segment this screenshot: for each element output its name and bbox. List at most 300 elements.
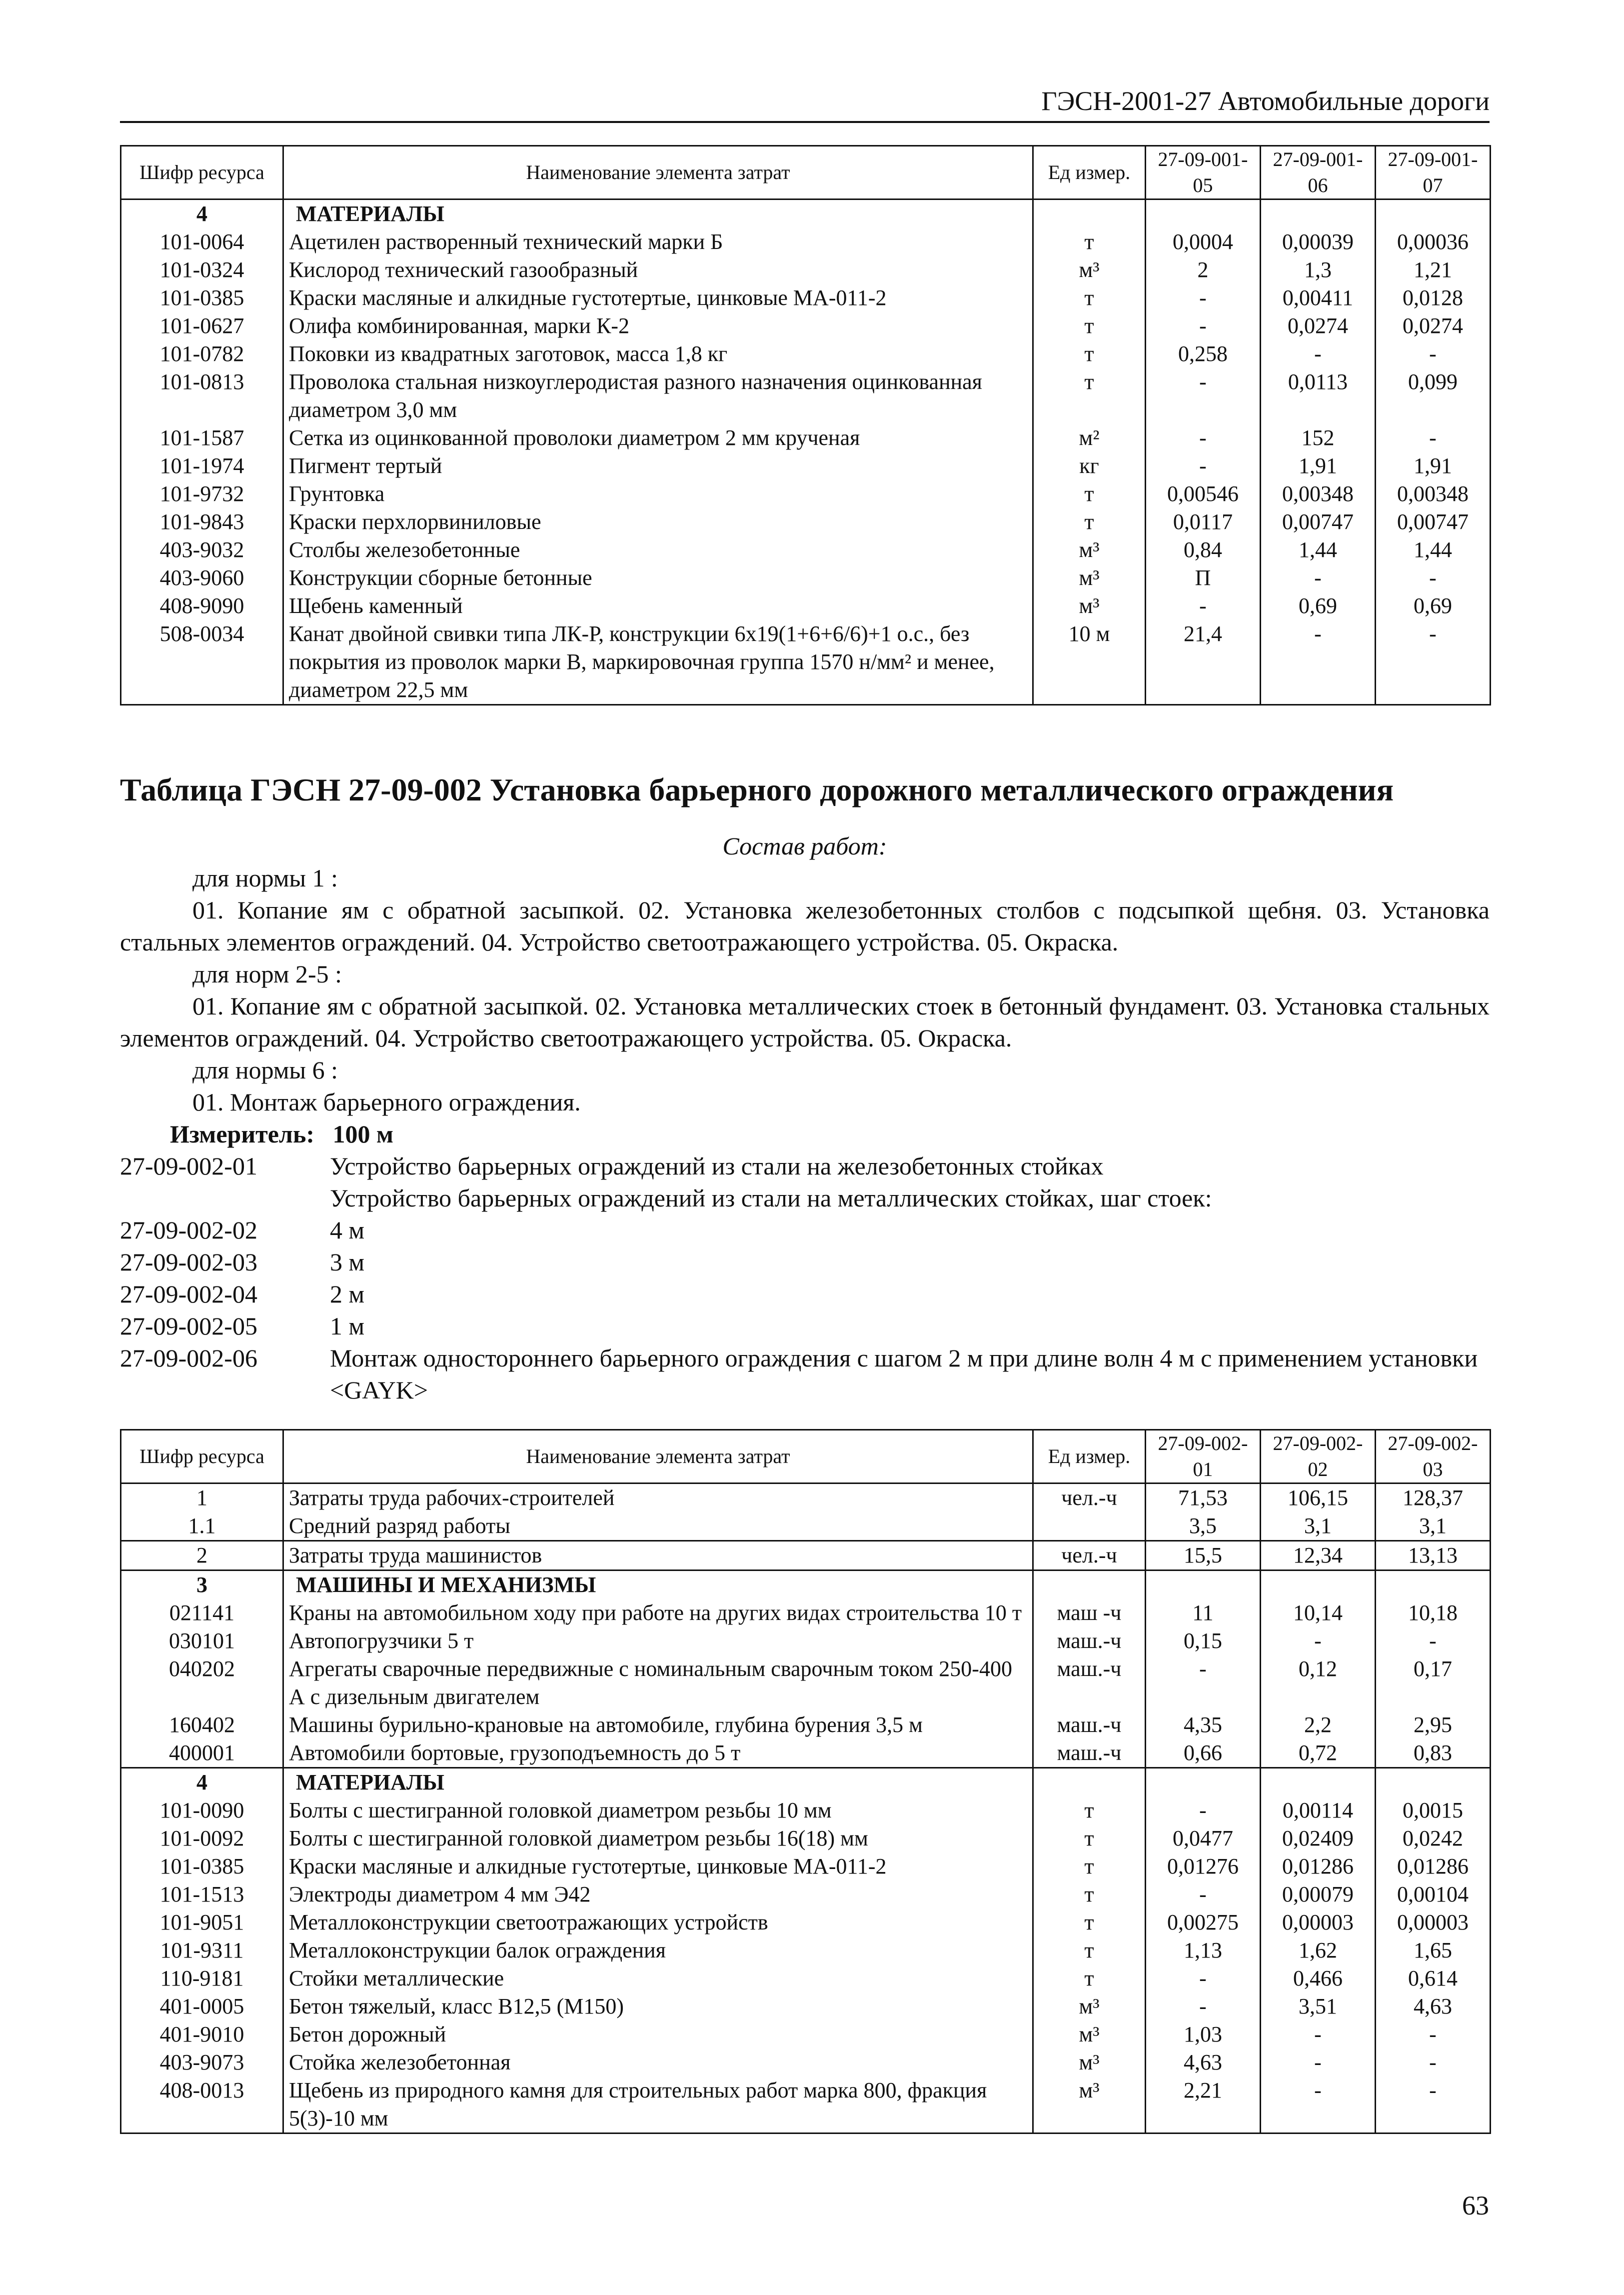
- value-cell: 1,3: [1261, 256, 1376, 284]
- resource-name-cell: Конструкции сборные бетонные: [283, 564, 1033, 592]
- resource-name-cell: Электроды диаметром 4 мм Э42: [283, 1880, 1033, 1908]
- table-row: [121, 536, 1491, 564]
- unit-cell: т: [1033, 340, 1146, 368]
- value-cell: 152: [1261, 424, 1376, 452]
- value-cell: 0,00079: [1261, 1880, 1376, 1908]
- value-cell: 1,44: [1376, 536, 1491, 564]
- composition-heading: Состав работ:: [722, 832, 887, 860]
- value-cell: 0,84: [1146, 536, 1261, 564]
- norm-code: 27-09-002-03: [120, 1248, 257, 1276]
- table-body: [121, 1484, 1491, 2134]
- unit-cell: маш -ч: [1033, 1599, 1146, 1627]
- value-cell: 3,1: [1261, 1512, 1376, 1541]
- value-cell: -: [1146, 1655, 1261, 1711]
- resource-name-cell: Грунтовка: [283, 480, 1033, 508]
- value-cell: -: [1261, 620, 1376, 705]
- value-cell: 0,0242: [1376, 1824, 1491, 1852]
- resource-name-cell: Сетка из оцинкованной проволоки диаметром 2 мм крученая: [283, 424, 1033, 452]
- value-cell: -: [1261, 340, 1376, 368]
- resource-code-cell: 1: [121, 1484, 283, 1512]
- table-section-row: [121, 1768, 1491, 1797]
- norm-code: 27-09-002-04: [120, 1280, 257, 1308]
- table-row: [121, 1824, 1491, 1852]
- table-row: [121, 284, 1491, 312]
- resource-name-cell: Металлоконструкции светоотражающих устройств: [283, 1908, 1033, 1936]
- value-cell: -: [1146, 312, 1261, 340]
- value-cell: [1146, 1570, 1261, 1600]
- value-cell: 0,01286: [1261, 1852, 1376, 1880]
- value-cell: 21,4: [1146, 620, 1261, 705]
- unit-cell: м³: [1033, 2020, 1146, 2048]
- value-cell: 13,13: [1376, 1541, 1491, 1570]
- page-number: 63: [1462, 2190, 1489, 2220]
- value-cell: 0,0274: [1376, 312, 1491, 340]
- table-row: [121, 368, 1491, 424]
- table-row: [121, 2076, 1491, 2134]
- value-cell: 3,5: [1146, 1512, 1261, 1541]
- unit-cell: м³: [1033, 256, 1146, 284]
- resource-code-cell: 101-1587: [121, 424, 283, 452]
- value-cell: 1,13: [1146, 1936, 1261, 1964]
- resource-name-cell: Пигмент тертый: [283, 452, 1033, 480]
- value-cell: 0,00747: [1376, 508, 1491, 536]
- value-cell: 1,91: [1376, 452, 1491, 480]
- value-cell: 0,00411: [1261, 284, 1376, 312]
- value-cell: 0,0004: [1146, 228, 1261, 256]
- value-cell: 0,099: [1376, 368, 1491, 424]
- value-cell: -: [1376, 564, 1491, 592]
- resource-name-cell: Олифа комбинированная, марки К-2: [283, 312, 1033, 340]
- value-cell: 0,00348: [1376, 480, 1491, 508]
- unit-cell: т: [1033, 1796, 1146, 1824]
- column-header-unit: Ед измер.: [1033, 1430, 1146, 1484]
- resource-name-cell: Затраты труда рабочих-строителей: [283, 1484, 1033, 1512]
- unit-cell: маш.-ч: [1033, 1739, 1146, 1768]
- unit-cell: м³: [1033, 536, 1146, 564]
- value-cell: 0,0015: [1376, 1796, 1491, 1824]
- resource-name-cell: Проволока стальная низкоуглеродистая разного назначения оцинкованная диаметром 3,0 мм: [283, 368, 1033, 424]
- resource-name-cell: Металлоконструкции балок ограждения: [283, 1936, 1033, 1964]
- table-row: [121, 1655, 1491, 1711]
- norm-text: 01. Монтаж барьерного ограждения.: [192, 1088, 581, 1116]
- norm-item: [120, 1246, 1490, 1278]
- resource-name-cell: Стойки металлические: [283, 1964, 1033, 1992]
- norm-item: [120, 1278, 1490, 1310]
- value-cell: 2,2: [1261, 1711, 1376, 1739]
- resource-code-cell: 101-0385: [121, 1852, 283, 1880]
- resource-code-cell: 401-0005: [121, 1992, 283, 2020]
- resource-name-cell: МАТЕРИАЛЫ: [283, 200, 1033, 228]
- resource-name-cell: Затраты труда машинистов: [283, 1541, 1033, 1570]
- value-cell: 11: [1146, 1599, 1261, 1627]
- value-cell: 0,614: [1376, 1964, 1491, 1992]
- value-cell: 1,65: [1376, 1936, 1491, 1964]
- table-section-row: [121, 1570, 1491, 1600]
- resource-name-cell: Автомобили бортовые, грузоподъемность до 5 т: [283, 1739, 1033, 1768]
- value-cell: 0,258: [1146, 340, 1261, 368]
- value-cell: -: [1261, 2048, 1376, 2076]
- column-header-code: Шифр ресурса: [121, 146, 283, 200]
- unit-cell: [1033, 1570, 1146, 1600]
- table-header-row: [121, 146, 1491, 200]
- value-cell: 0,00747: [1261, 508, 1376, 536]
- norm-item: [120, 1182, 1490, 1214]
- resource-code-cell: 408-0013: [121, 2076, 283, 2134]
- value-cell: -: [1146, 424, 1261, 452]
- resource-code-cell: 101-1974: [121, 452, 283, 480]
- value-cell: -: [1146, 1964, 1261, 1992]
- resource-code-cell: 101-0092: [121, 1824, 283, 1852]
- value-cell: 0,00275: [1146, 1908, 1261, 1936]
- value-cell: [1376, 200, 1491, 228]
- resource-code-cell: 2: [121, 1541, 283, 1570]
- unit-cell: [1033, 1512, 1146, 1541]
- table-row: [121, 312, 1491, 340]
- column-header-name: Наименование элемента затрат: [283, 1430, 1033, 1484]
- value-cell: 4,63: [1376, 1992, 1491, 2020]
- unit-cell: т: [1033, 480, 1146, 508]
- resource-code-cell: 101-9051: [121, 1908, 283, 1936]
- value-cell: [1261, 200, 1376, 228]
- norm-list: [120, 1150, 1490, 1406]
- resource-code-cell: 403-9060: [121, 564, 283, 592]
- value-cell: 10,14: [1261, 1599, 1376, 1627]
- value-cell: 0,466: [1261, 1964, 1376, 1992]
- unit-cell: [1033, 200, 1146, 228]
- value-cell: 0,66: [1146, 1739, 1261, 1768]
- table-body: [121, 200, 1491, 705]
- unit-cell: м³: [1033, 564, 1146, 592]
- table-row: [121, 1964, 1491, 1992]
- value-cell: -: [1376, 424, 1491, 452]
- work-composition: [120, 830, 1490, 1406]
- resource-name-cell: Канат двойной свивки типа ЛК-Р, конструкции 6х19(1+6+6/6)+1 о.с., без покрытия из проволок марки В, маркировочная группа 1570 н/мм² и менее, диаметром 22,5 мм: [283, 620, 1033, 705]
- resource-name-cell: Агрегаты сварочные передвижные с номинальным сварочным током 250-400 А с дизельным двигателем: [283, 1655, 1033, 1711]
- running-header: ГЭСН-2001-27 Автомобильные дороги: [120, 85, 1490, 123]
- value-cell: -: [1376, 2020, 1491, 2048]
- table-row: [121, 2020, 1491, 2048]
- resource-table-002: [120, 1429, 1491, 2134]
- resource-name-cell: Краски масляные и алкидные густотертые, цинковые МА-011-2: [283, 1852, 1033, 1880]
- resource-code-cell: 101-9311: [121, 1936, 283, 1964]
- resource-code-cell: 040202: [121, 1655, 283, 1711]
- value-cell: -: [1376, 340, 1491, 368]
- table-row: [121, 1936, 1491, 1964]
- norm-label: для нормы 1 :: [192, 864, 338, 892]
- resource-code-cell: 160402: [121, 1711, 283, 1739]
- value-cell: -: [1261, 1627, 1376, 1655]
- value-cell: 0,0117: [1146, 508, 1261, 536]
- norm-code: [120, 1182, 330, 1214]
- value-cell: [1376, 1768, 1491, 1797]
- resource-name-cell: Болты с шестигранной головкой диаметром резьбы 10 мм: [283, 1796, 1033, 1824]
- resource-name-cell: Автопогрузчики 5 т: [283, 1627, 1033, 1655]
- value-cell: 0,00104: [1376, 1880, 1491, 1908]
- table-row: [121, 1711, 1491, 1739]
- unit-cell: т: [1033, 1964, 1146, 1992]
- resource-name-cell: Средний разряд работы: [283, 1512, 1033, 1541]
- value-cell: 0,00003: [1376, 1908, 1491, 1936]
- unit-cell: т: [1033, 312, 1146, 340]
- value-cell: 0,83: [1376, 1739, 1491, 1768]
- resource-code-cell: 403-9073: [121, 2048, 283, 2076]
- table-row: [121, 452, 1491, 480]
- table-row: [121, 1484, 1491, 1512]
- resource-code-cell: 101-1513: [121, 1880, 283, 1908]
- norm-item: [120, 1150, 1490, 1182]
- norm-description: Устройство барьерных ограждений из стали на металлических стойках, шаг стоек:: [330, 1184, 1212, 1212]
- value-cell: 2,95: [1376, 1711, 1491, 1739]
- value-cell: 0,01286: [1376, 1852, 1491, 1880]
- unit-cell: т: [1033, 1936, 1146, 1964]
- norm-label: для норм 2-5 :: [192, 960, 342, 988]
- resource-name-cell: Столбы железобетонные: [283, 536, 1033, 564]
- value-cell: -: [1376, 2048, 1491, 2076]
- unit-cell: т: [1033, 508, 1146, 536]
- column-header-norm: 27-09-002-01: [1146, 1430, 1261, 1484]
- resource-code-cell: 101-0090: [121, 1796, 283, 1824]
- table-row: [121, 340, 1491, 368]
- value-cell: 1,91: [1261, 452, 1376, 480]
- value-cell: 0,0113: [1261, 368, 1376, 424]
- table-row: [121, 1992, 1491, 2020]
- value-cell: П: [1146, 564, 1261, 592]
- norm-item: [120, 1310, 1490, 1342]
- resource-name-cell: Краски перхлорвиниловые: [283, 508, 1033, 536]
- value-cell: [1376, 1570, 1491, 1600]
- unit-cell: м³: [1033, 592, 1146, 620]
- value-cell: [1146, 200, 1261, 228]
- column-header-norm: 27-09-002-03: [1376, 1430, 1491, 1484]
- table-row: [121, 1512, 1491, 1541]
- norm-label: для нормы 6 :: [192, 1056, 338, 1084]
- value-cell: 1,21: [1376, 256, 1491, 284]
- value-cell: 0,12: [1261, 1655, 1376, 1711]
- value-cell: 1,44: [1261, 536, 1376, 564]
- value-cell: 0,0274: [1261, 312, 1376, 340]
- value-cell: 0,15: [1146, 1627, 1261, 1655]
- resource-code-cell: 4: [121, 200, 283, 228]
- value-cell: -: [1146, 1992, 1261, 2020]
- norm-item: [120, 1342, 1490, 1406]
- column-header-code: Шифр ресурса: [121, 1430, 283, 1484]
- unit-cell: маш.-ч: [1033, 1655, 1146, 1711]
- table-row: [121, 1599, 1491, 1627]
- resource-code-cell: 403-9032: [121, 536, 283, 564]
- resource-code-cell: 101-0782: [121, 340, 283, 368]
- table-row: [121, 592, 1491, 620]
- table-row: [121, 620, 1491, 705]
- table-row: [121, 424, 1491, 452]
- unit-cell: маш.-ч: [1033, 1711, 1146, 1739]
- norm-code: 27-09-002-05: [120, 1312, 257, 1340]
- norm-description: Монтаж одностороннего барьерного ограждения с шагом 2 м при длине волн 4 м с применением установки <GAYK>: [330, 1344, 1478, 1404]
- norm-code: 27-09-002-06: [120, 1344, 257, 1372]
- value-cell: 4,35: [1146, 1711, 1261, 1739]
- resource-name-cell: Стойка железобетонная: [283, 2048, 1033, 2076]
- resource-code-cell: 408-9090: [121, 592, 283, 620]
- column-header-norm: 27-09-002-02: [1261, 1430, 1376, 1484]
- table-row: [121, 1852, 1491, 1880]
- table-row: [121, 1880, 1491, 1908]
- value-cell: -: [1376, 620, 1491, 705]
- norm-code: 27-09-002-01: [120, 1152, 257, 1180]
- table-row: [121, 2048, 1491, 2076]
- unit-cell: м³: [1033, 1992, 1146, 2020]
- resource-code-cell: 400001: [121, 1739, 283, 1768]
- unit-cell: 10 м: [1033, 620, 1146, 705]
- measurer: [120, 1118, 1490, 1150]
- resource-name-cell: Болты с шестигранной головкой диаметром резьбы 16(18) мм: [283, 1824, 1033, 1852]
- table-row: [121, 480, 1491, 508]
- value-cell: 0,17: [1376, 1655, 1491, 1711]
- resource-name-cell: Краски масляные и алкидные густотертые, цинковые МА-011-2: [283, 284, 1033, 312]
- resource-name-cell: Бетон тяжелый, класс В12,5 (М150): [283, 1992, 1033, 2020]
- value-cell: -: [1261, 2020, 1376, 2048]
- value-cell: 0,00546: [1146, 480, 1261, 508]
- value-cell: -: [1146, 1796, 1261, 1824]
- table-row: [121, 256, 1491, 284]
- table-row: [121, 1627, 1491, 1655]
- norm-description: 3 м: [330, 1248, 365, 1276]
- value-cell: 0,72: [1261, 1739, 1376, 1768]
- unit-cell: т: [1033, 228, 1146, 256]
- table-row: [121, 1541, 1491, 1570]
- resource-code-cell: 101-0064: [121, 228, 283, 256]
- table-row: [121, 1739, 1491, 1768]
- unit-cell: м³: [1033, 2076, 1146, 2134]
- unit-cell: т: [1033, 1824, 1146, 1852]
- unit-cell: маш.-ч: [1033, 1627, 1146, 1655]
- unit-cell: т: [1033, 368, 1146, 424]
- resource-code-cell: 030101: [121, 1627, 283, 1655]
- value-cell: 4,63: [1146, 2048, 1261, 2076]
- value-cell: -: [1146, 368, 1261, 424]
- value-cell: 1,62: [1261, 1936, 1376, 1964]
- value-cell: [1261, 1570, 1376, 1600]
- table-row: [121, 1796, 1491, 1824]
- unit-cell: м²: [1033, 424, 1146, 452]
- unit-cell: чел.-ч: [1033, 1541, 1146, 1570]
- value-cell: 0,02409: [1261, 1824, 1376, 1852]
- resource-code-cell: 021141: [121, 1599, 283, 1627]
- value-cell: [1261, 1768, 1376, 1797]
- unit-cell: т: [1033, 1852, 1146, 1880]
- value-cell: 128,37: [1376, 1484, 1491, 1512]
- value-cell: [1146, 1768, 1261, 1797]
- resource-code-cell: 101-0324: [121, 256, 283, 284]
- unit-cell: т: [1033, 284, 1146, 312]
- value-cell: -: [1376, 2076, 1491, 2134]
- resource-name-cell: Бетон дорожный: [283, 2020, 1033, 2048]
- value-cell: 0,00003: [1261, 1908, 1376, 1936]
- column-header-name: Наименование элемента затрат: [283, 146, 1033, 200]
- table-row: [121, 564, 1491, 592]
- value-cell: 10,18: [1376, 1599, 1491, 1627]
- section-title: Таблица ГЭСН 27-09-002 Установка барьерного дорожного металлического ограждения: [120, 772, 1394, 808]
- value-cell: 0,0128: [1376, 284, 1491, 312]
- value-cell: 0,69: [1376, 592, 1491, 620]
- resource-name-cell: Краны на автомобильном ходу при работе на других видах строительства 10 т: [283, 1599, 1033, 1627]
- resource-code-cell: 110-9181: [121, 1964, 283, 1992]
- value-cell: 71,53: [1146, 1484, 1261, 1512]
- value-cell: 0,01276: [1146, 1852, 1261, 1880]
- value-cell: 0,00036: [1376, 228, 1491, 256]
- resource-name-cell: Машины бурильно-крановые на автомобиле, глубина бурения 3,5 м: [283, 1711, 1033, 1739]
- resource-name-cell: Ацетилен растворенный технический марки Б: [283, 228, 1033, 256]
- norm-item: [120, 1214, 1490, 1246]
- norm-description: 2 м: [330, 1280, 365, 1308]
- value-cell: 0,69: [1261, 592, 1376, 620]
- resource-code-cell: 4: [121, 1768, 283, 1797]
- resource-name-cell: Поковки из квадратных заготовок, масса 1,8 кг: [283, 340, 1033, 368]
- table-section-row: [121, 200, 1491, 228]
- value-cell: 0,00114: [1261, 1796, 1376, 1824]
- table-row: [121, 1908, 1491, 1936]
- value-cell: 2: [1146, 256, 1261, 284]
- resource-name-cell: Щебень каменный: [283, 592, 1033, 620]
- table-header-row: [121, 1430, 1491, 1484]
- column-header-unit: Ед измер.: [1033, 146, 1146, 200]
- unit-cell: м³: [1033, 2048, 1146, 2076]
- unit-cell: кг: [1033, 452, 1146, 480]
- unit-cell: чел.-ч: [1033, 1484, 1146, 1512]
- unit-cell: т: [1033, 1880, 1146, 1908]
- value-cell: 0,00039: [1261, 228, 1376, 256]
- table-row: [121, 228, 1491, 256]
- norm-text: 01. Копание ям с обратной засыпкой. 02. Установка металлических стоек в бетонный фундамент. 03. Установка стальных элементов ограждений. 04. Устройство светоотражающего устройства. 05. Окраска.: [120, 992, 1490, 1052]
- value-cell: 2,21: [1146, 2076, 1261, 2134]
- measurer-label: Измеритель:: [170, 1120, 315, 1148]
- norm-code: 27-09-002-02: [120, 1216, 257, 1244]
- value-cell: -: [1146, 1880, 1261, 1908]
- value-cell: -: [1261, 2076, 1376, 2134]
- norm-text: 01. Копание ям с обратной засыпкой. 02. Установка железобетонных столбов с подсыпкой щебня. 03. Установка стальных элементов ограждений. 04. Устройство светоотражающего устройства. 05. Окраска.: [120, 896, 1490, 956]
- resource-name-cell: МАТЕРИАЛЫ: [283, 1768, 1033, 1797]
- value-cell: 0,0477: [1146, 1824, 1261, 1852]
- resource-code-cell: 508-0034: [121, 620, 283, 705]
- value-cell: 3,51: [1261, 1992, 1376, 2020]
- resource-code-cell: 101-9732: [121, 480, 283, 508]
- resource-code-cell: 3: [121, 1570, 283, 1600]
- resource-code-cell: 401-9010: [121, 2020, 283, 2048]
- value-cell: -: [1146, 284, 1261, 312]
- value-cell: 106,15: [1261, 1484, 1376, 1512]
- value-cell: -: [1261, 564, 1376, 592]
- value-cell: 3,1: [1376, 1512, 1491, 1541]
- resource-code-cell: 101-9843: [121, 508, 283, 536]
- value-cell: 15,5: [1146, 1541, 1261, 1570]
- resource-code-cell: 101-0627: [121, 312, 283, 340]
- norm-description: 4 м: [330, 1216, 365, 1244]
- norm-description: Устройство барьерных ограждений из стали на железобетонных стойках: [330, 1152, 1104, 1180]
- value-cell: -: [1376, 1627, 1491, 1655]
- resource-code-cell: 1.1: [121, 1512, 283, 1541]
- table-row: [121, 508, 1491, 536]
- unit-cell: т: [1033, 1908, 1146, 1936]
- resource-table-001: [120, 145, 1491, 706]
- value-cell: 12,34: [1261, 1541, 1376, 1570]
- value-cell: -: [1146, 592, 1261, 620]
- resource-name-cell: МАШИНЫ И МЕХАНИЗМЫ: [283, 1570, 1033, 1600]
- measurer-value: 100 м: [332, 1120, 394, 1148]
- value-cell: 0,00348: [1261, 480, 1376, 508]
- resource-code-cell: 101-0813: [121, 368, 283, 424]
- norm-description: 1 м: [330, 1312, 365, 1340]
- resource-code-cell: 101-0385: [121, 284, 283, 312]
- column-header-norm: 27-09-001-06: [1261, 146, 1376, 200]
- resource-name-cell: Кислород технический газообразный: [283, 256, 1033, 284]
